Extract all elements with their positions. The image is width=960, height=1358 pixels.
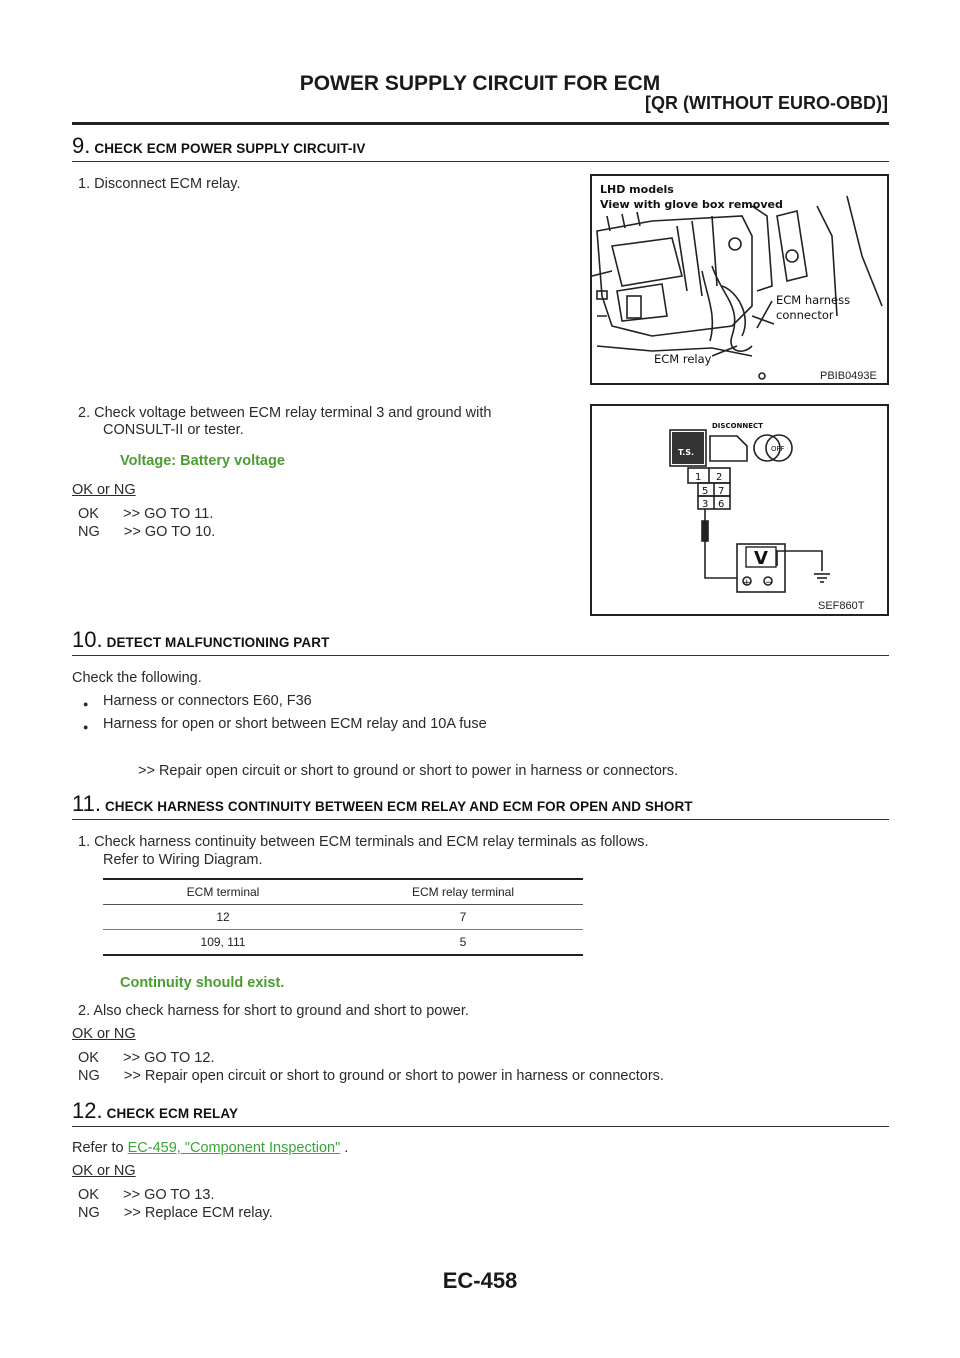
step-11-instruction-2: 2. Also check harness for short to ground and short to power. [78,1003,469,1019]
step-11-heading: 11. CHECK HARNESS CONTINUITY BETWEEN ECM RELAY AND ECM FOR OPEN AND SHORT [72,791,693,816]
fig1-callout-connector: connector [776,308,834,322]
page-number: EC-458 [442,1268,518,1293]
fig2-off-label: OFF [771,445,785,453]
step-9-heading: 9. CHECK ECM POWER SUPPLY CIRCUIT-IV [72,133,366,158]
table-row [103,905,583,930]
step-9-ok-ng: OK or NG [72,482,136,498]
step-11-rule [72,819,889,820]
step-11-spec: Continuity should exist. [120,975,285,991]
table-row [103,930,583,955]
voltage-check-diagram [592,406,887,614]
fig1-callout-relay: ECM relay [654,352,712,366]
header-rule [72,122,889,125]
step-9-rule [72,161,889,162]
table-cell: 12 [216,910,230,924]
step-12-ng: NG >> Replace ECM relay. [78,1205,273,1221]
step-10-result: >> Repair open circuit or short to ground or short to power in harness or connectors. [138,763,679,779]
table-cell: 109, 111 [200,935,246,949]
fig2-pin-3: 3 [702,499,709,510]
figure-voltage-check [590,404,889,616]
step-11-ok-ng: OK or NG [72,1026,136,1042]
step-12-refer: Refer to EC-459, "Component Inspection" . [72,1140,349,1156]
fig2-code: SEF860T [818,600,865,612]
step-11-instruction-1: 1. Check harness continuity between ECM terminals and ECM relay terminals as follows. [78,834,649,850]
table-cell: 7 [459,910,467,924]
ecm-relay-illustration [592,176,887,383]
step-9-ng: NG >> GO TO 10. [78,524,216,540]
table-header-ecm: ECM terminal [186,885,260,899]
fig2-pin-6: 6 [718,499,725,510]
step-10-rule [72,655,889,656]
step-9-ok: OK >> GO TO 11. [78,506,214,522]
component-inspection-link[interactable]: EC-459, "Component Inspection" [127,1140,341,1156]
step-9-instruction-1: 1. Disconnect ECM relay. [78,176,241,192]
fig2-voltmeter-label: V [754,548,768,569]
figure-ecm-relay-location [590,174,889,385]
step-10-bullet-1: ● Harness or connectors E60, F36 [103,692,312,710]
fig1-label-2: View with glove box removed [600,198,783,211]
step-12-ok: OK >> GO TO 13. [78,1187,215,1203]
fig1-callout-harness: ECM harness [776,293,851,307]
step-11-ok: OK >> GO TO 12. [78,1050,215,1066]
fig2-minus-terminal: − [765,578,773,588]
step-10-bullet-2: ● Harness for open or short between ECM relay and 10A fuse [103,715,487,733]
step-9-spec: Voltage: Battery voltage [120,453,285,469]
step-12-heading: 12. CHECK ECM RELAY [72,1098,239,1123]
page-title: POWER SUPPLY CIRCUIT FOR ECM [299,72,661,95]
fig2-pin-2: 2 [716,472,723,483]
step-9-instruction-2-cont: CONSULT-II or tester. [103,422,244,438]
step-12-rule [72,1126,889,1127]
table-header-row [103,880,583,905]
fig1-label-1: LHD models [600,183,674,196]
table-cell: 5 [459,935,467,949]
step-10-intro: Check the following. [72,670,202,686]
fig2-disconnect-label: DISCONNECT [712,422,763,430]
continuity-table [103,878,583,956]
step-10-heading: 10. DETECT MALFUNCTIONING PART [72,627,330,652]
step-9-instruction-2: 2. Check voltage between ECM relay terminal 3 and ground with [78,405,492,421]
step-12-ok-ng: OK or NG [72,1163,136,1179]
page-subtitle: [QR (WITHOUT EURO-OBD)] [645,93,888,113]
fig2-pin-7: 7 [718,486,725,497]
fig2-plus-terminal: + [743,578,751,588]
fig1-code: PBIB0493E [820,370,877,382]
step-11-ng: NG >> Repair open circuit or short to ground or short to power in harness or connectors. [78,1068,664,1084]
table-header-relay: ECM relay terminal [411,885,515,899]
fig2-ts-label: T.S. [678,448,695,457]
step-11-instruction-1-cont: Refer to Wiring Diagram. [103,852,263,868]
fig2-pin-5: 5 [702,486,709,497]
fig2-pin-1: 1 [695,472,702,483]
